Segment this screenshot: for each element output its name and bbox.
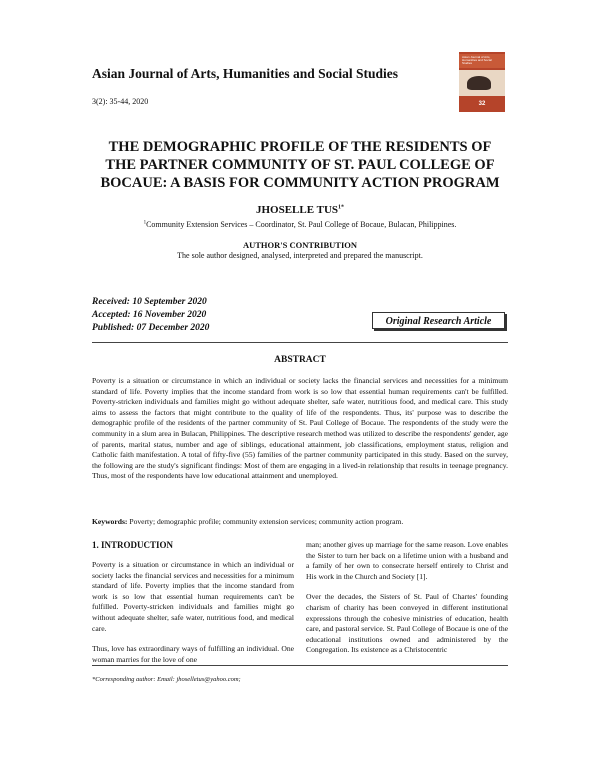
paragraph: Over the decades, the Sisters of St. Paul of Chartes' founding charism of charity has been conveyed in different institutional expressions through the cohesive ministries of education, health care, and pastoral service. St. Paul College of Bocaue is one of the educational institutions owned and administered by the Congregation. Its existence as a Christocentric bbox=[306, 592, 508, 655]
keywords-list: Poverty; demographic profile; community extension services; community action program. bbox=[129, 517, 404, 526]
keywords bbox=[92, 517, 508, 526]
article-type-badge: Original Research Article bbox=[372, 312, 505, 329]
article-title: THE DEMOGRAPHIC PROFILE OF THE RESIDENTS OF THE PARTNER COMMUNITY OF ST. PAUL COLLEGE OF BOCAUE: A BASIS FOR COMMUNITY ACTION PROGRAM bbox=[100, 139, 500, 191]
article-dates bbox=[92, 296, 209, 335]
journal-title: Asian Journal of Arts, Humanities and Social Studies bbox=[92, 66, 399, 81]
author-name: JHOSELLE $TUS^{1*}$ bbox=[255, 204, 345, 216]
paragraph: Thus, love has extraordinary ways of fulfilling an individual. One woman marries for the love of one bbox=[92, 644, 294, 664]
cover-brand-text: Asian Journal of Arts, Humanities and Social Studies bbox=[462, 55, 492, 65]
cover-figure-icon bbox=[467, 76, 491, 90]
affiliation-mark: 1 bbox=[143, 220, 147, 226]
abstract-heading: ABSTRACT bbox=[274, 355, 326, 365]
published-date: Published: 07 December 2020 bbox=[92, 323, 210, 333]
keywords-label: Keywords: bbox=[92, 517, 128, 526]
right-column bbox=[306, 540, 508, 666]
author-affiliation: $^1$Community Extension Services – Coordinator, St. Paul College of Bocaue, Bulacan, Philippines. bbox=[143, 220, 457, 229]
received-date: Received: 10 September 2020 bbox=[92, 297, 207, 307]
paragraph: Poverty is a situation or circumstance in which an individual or society lacks the financial services and necessities for a minimum standard of life. Poverty implies that the income standard from work is so low that essential human requirements can't be fulfilled. Poverty-stricken individuals and families might go without adequate shelter, safe water, nutritious food, and medical care. bbox=[92, 560, 294, 633]
divider bbox=[92, 342, 508, 343]
footnote-divider bbox=[92, 665, 508, 666]
author-marks: 1* bbox=[338, 204, 345, 211]
abstract-text: Poverty is a situation or circumstance in which an individual or society lacks the financial services and necessities for a minimum standard of life. Poverty implies that the income standard from work is so low that essential human requirements can't be fulfilled. Poverty-stricken individuals and families might go without adequate shelter, safe water, nutritious food, and medical care. This study aims to assess the factors that might contribute to the quality of life of the respondents. Thus, its' purpose was to describe the demographic profile of the residents of the partner community of St. Paul College of Bocaue. The respondents of the study were the community in a slum area in Bulacan, Philippines. The descriptive research method was utilized to describe the respondents' gender, age of parents, marital status, number and age of siblings, educational attainment, job classifications, employment status, religion and Catholic faith manifestation. A total of fifty-five (55) families of the partner community participated in this study. Based on the survey, the following are the study's significant findings: Most of them are engaging in a lived-in relationship that results in teenage pregnancy. Thus, most of the respondents have low educational attainment and unemployed. bbox=[92, 376, 508, 481]
left-column bbox=[92, 560, 294, 675]
journal-cover-image bbox=[459, 52, 505, 112]
contribution-text: The sole author designed, analysed, interpreted and prepared the manuscript. bbox=[177, 251, 423, 260]
accepted-date: Accepted: 16 November 2020 bbox=[92, 310, 207, 320]
section-heading-introduction: 1. INTRODUCTION bbox=[92, 540, 174, 550]
volume-info: 3(2): 35-44, 2020 bbox=[92, 97, 149, 106]
footnote: *Corresponding author: Email: jhoselletus@yahoo.com; bbox=[92, 676, 241, 683]
contribution-heading: AUTHOR'S CONTRIBUTION bbox=[242, 240, 358, 250]
paragraph: man; another gives up marriage for the same reason. Love enables the Sister to turn her back on a lifetime union with a husband and a family of her own to consecrate herself entirely to Christ and His work in the Church and Society [1]. bbox=[306, 540, 508, 581]
cover-volume: 32 bbox=[478, 101, 486, 107]
